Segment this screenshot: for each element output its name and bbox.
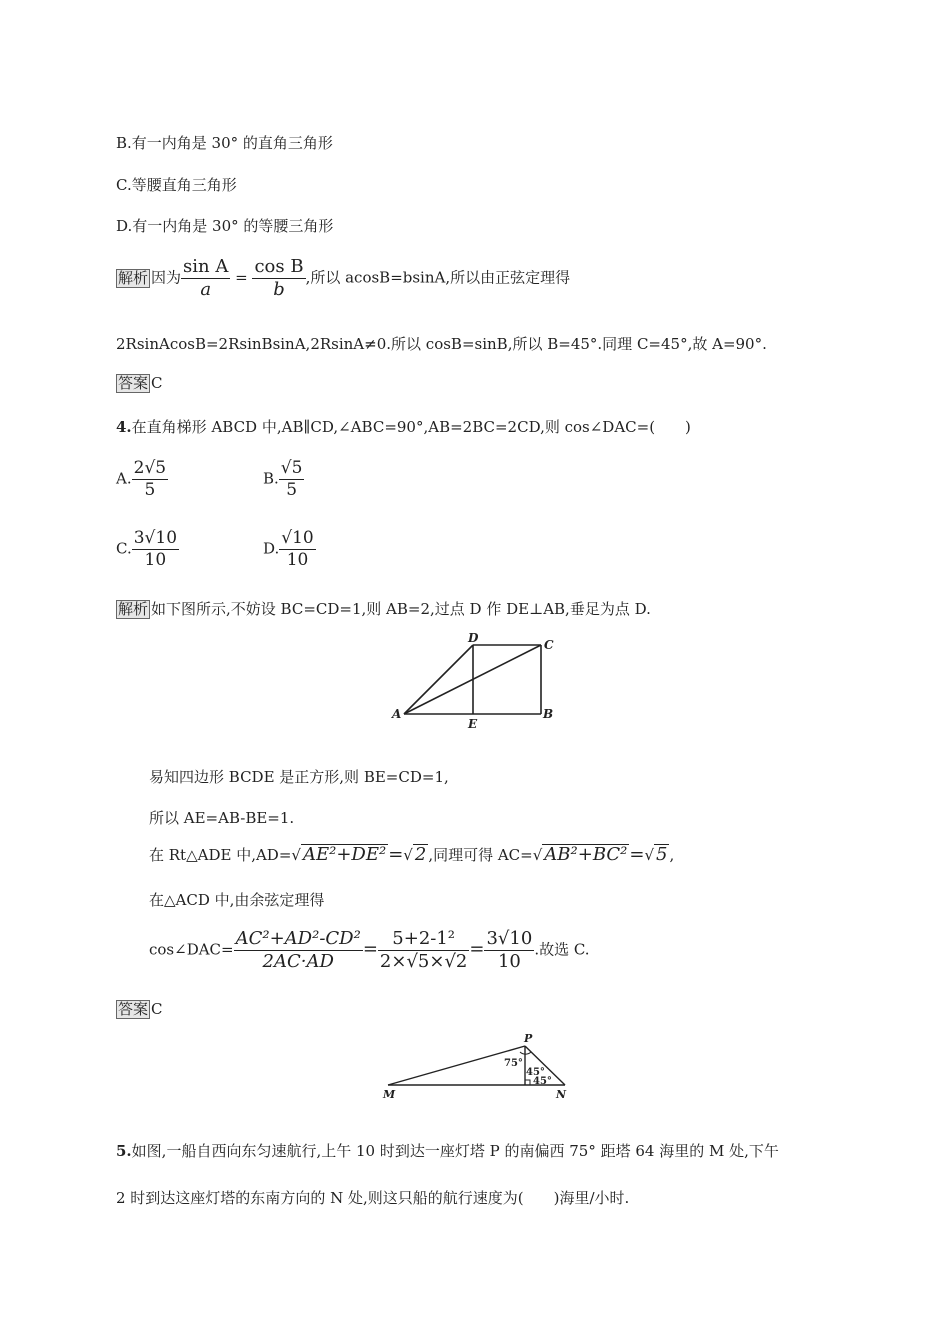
equals: =	[362, 938, 378, 960]
q3-option-d: D.有一内角是 30° 的等腰三角形	[116, 217, 334, 235]
right-angle-mark	[525, 1080, 530, 1085]
q3-option-c: C.等腰直角三角形	[116, 176, 237, 194]
option-label: C.	[116, 539, 132, 558]
step-text: .故选 C.	[534, 940, 590, 959]
q3-analysis: 解析 因为 $\frac{\text{sin A}}{a}$ = $\frac{\text{cos B}}{b}$ ,所以 acosB=bsinA,所以由正弦定理得	[118, 256, 571, 300]
trapezoid-figure	[388, 628, 563, 734]
substitution-fraction	[378, 928, 469, 973]
equals: =	[629, 844, 645, 865]
fraction-cosB-over-b	[252, 256, 305, 301]
answer-tag: 答案	[118, 374, 149, 392]
q4-answer	[116, 1000, 163, 1019]
answer-tag: 答案	[118, 1000, 149, 1018]
q4-stem	[116, 416, 691, 437]
analysis-tag: 解析	[118, 268, 149, 287]
option-label: B.	[263, 469, 279, 488]
q4-step5	[149, 928, 590, 973]
radicand: 5	[656, 844, 668, 865]
frac-num: sin A	[183, 256, 229, 277]
equals: =	[469, 938, 485, 960]
question-number: 4.	[116, 418, 132, 436]
analysis-suffix: ,所以 acosB=bsinA,所以由正弦定理得	[305, 268, 571, 287]
question-number: 5.	[116, 1142, 132, 1160]
lighthouse-figure	[380, 1030, 575, 1102]
q4-option-c	[116, 528, 179, 571]
option-label: A.	[116, 469, 132, 488]
analysis-prefix: 因为	[151, 268, 182, 287]
answer-value: C	[151, 1000, 163, 1018]
label-c: C	[544, 638, 554, 652]
step-text: ,	[669, 846, 675, 864]
label-e: E	[468, 717, 478, 731]
option-fraction: $\frac{2√5}{5}$	[133, 458, 167, 500]
step-text: ,同理可得 AC=	[428, 846, 533, 864]
coef: 2	[133, 458, 145, 478]
option-fraction: $\frac{√5}{5}$	[280, 458, 303, 500]
label-45-upper: 45°	[526, 1067, 545, 1078]
q4-option-d	[263, 528, 316, 571]
label-45-lower: 45°	[533, 1076, 552, 1087]
frac-den: 2AC·AD	[262, 951, 334, 972]
label-d: D	[468, 631, 479, 645]
q3-option-b: B.有一内角是 30° 的直角三角形	[116, 134, 333, 152]
q4-option-b	[263, 458, 304, 501]
q5-stem-line2: 2 时到达这座灯塔的东南方向的 N 处,则这只船的航行速度为( )海里/小时.	[116, 1189, 630, 1207]
question-text: 如图,一船自西向东匀速航行,上午 10 时到达一座灯塔 P 的南偏西 75° 距塔 64 海里的 M 处,下午	[131, 1142, 779, 1160]
radicand: 5	[291, 458, 303, 478]
option-fraction: $\frac{√10}{10}$	[281, 528, 314, 570]
answer-value: C	[151, 374, 163, 392]
analysis-text: 如下图所示,不妨设 BC=CD=1,则 AB=2,过点 D 作 DE⊥AB,垂足为点 D.	[151, 600, 651, 618]
frac-num: cos B	[254, 256, 304, 277]
frac-num: AC²+AD²-CD²	[235, 928, 361, 949]
q3-answer	[116, 374, 163, 393]
option-fraction: $\frac{3√10}{10}$	[133, 528, 178, 570]
q4-step4: 在△ACD 中,由余弦定理得	[149, 891, 325, 909]
label-a: A	[392, 707, 402, 721]
radicand: 5	[155, 458, 167, 478]
option-label: D.	[263, 539, 280, 558]
radicand: AE²+DE²	[302, 844, 387, 865]
result-fraction	[484, 928, 534, 973]
radicand: 10	[292, 528, 314, 548]
step-text: 在 Rt△ADE 中,AD=	[149, 846, 292, 864]
label-75: 75°	[504, 1058, 523, 1069]
label-p: P	[524, 1032, 533, 1045]
analysis-tag: 解析	[118, 600, 149, 618]
frac-den: 10	[497, 951, 521, 972]
q3-analysis-line2: 2RsinAcosB=2RsinBsinA,2RsinA≠0.所以 cosB=sinB,所以 B=45°.同理 C=45°,故 A=90°.	[116, 335, 767, 353]
segment-da	[404, 645, 473, 714]
radicand: AB²+BC²	[544, 844, 628, 865]
frac-num: 5+2-1²	[378, 928, 469, 951]
q4-step3: 在 Rt△ADE 中,AD=√ AE²+DE² =√ 2 ,同理可得 AC=√ AB²+BC² =√ 5 ,	[149, 844, 675, 865]
label-m: M	[383, 1088, 396, 1101]
frac-den: 5	[144, 480, 156, 500]
label-b: B	[543, 707, 554, 721]
frac-den: a	[200, 279, 212, 300]
frac-den: b	[273, 279, 285, 300]
q4-analysis	[116, 598, 651, 619]
label-n: N	[556, 1088, 567, 1101]
frac-den: 2×√5×√2	[379, 951, 468, 972]
cosine-law-fraction	[234, 928, 363, 973]
frac-den: 5	[286, 480, 298, 500]
frac-den: 10	[286, 550, 309, 570]
q4-step2: 所以 AE=AB-BE=1.	[149, 809, 295, 827]
step-text: cos∠DAC=	[149, 940, 234, 959]
frac-num: 3√10	[486, 928, 533, 949]
radicand: 2	[414, 844, 427, 865]
equals: =	[388, 844, 404, 865]
frac-den: 10	[144, 550, 167, 570]
question-text: 在直角梯形 ABCD 中,AB∥CD,∠ABC=90°,AB=2BC=2CD,则 cos∠DAC=( )	[131, 418, 691, 436]
fraction-sinA-over-a	[181, 256, 230, 301]
radicand: 10	[155, 528, 178, 548]
q4-step1: 易知四边形 BCDE 是正方形,则 BE=CD=1,	[149, 768, 449, 786]
q4-option-a	[116, 458, 168, 501]
q5-stem-line1	[116, 1140, 779, 1161]
coef: 3	[133, 528, 145, 548]
